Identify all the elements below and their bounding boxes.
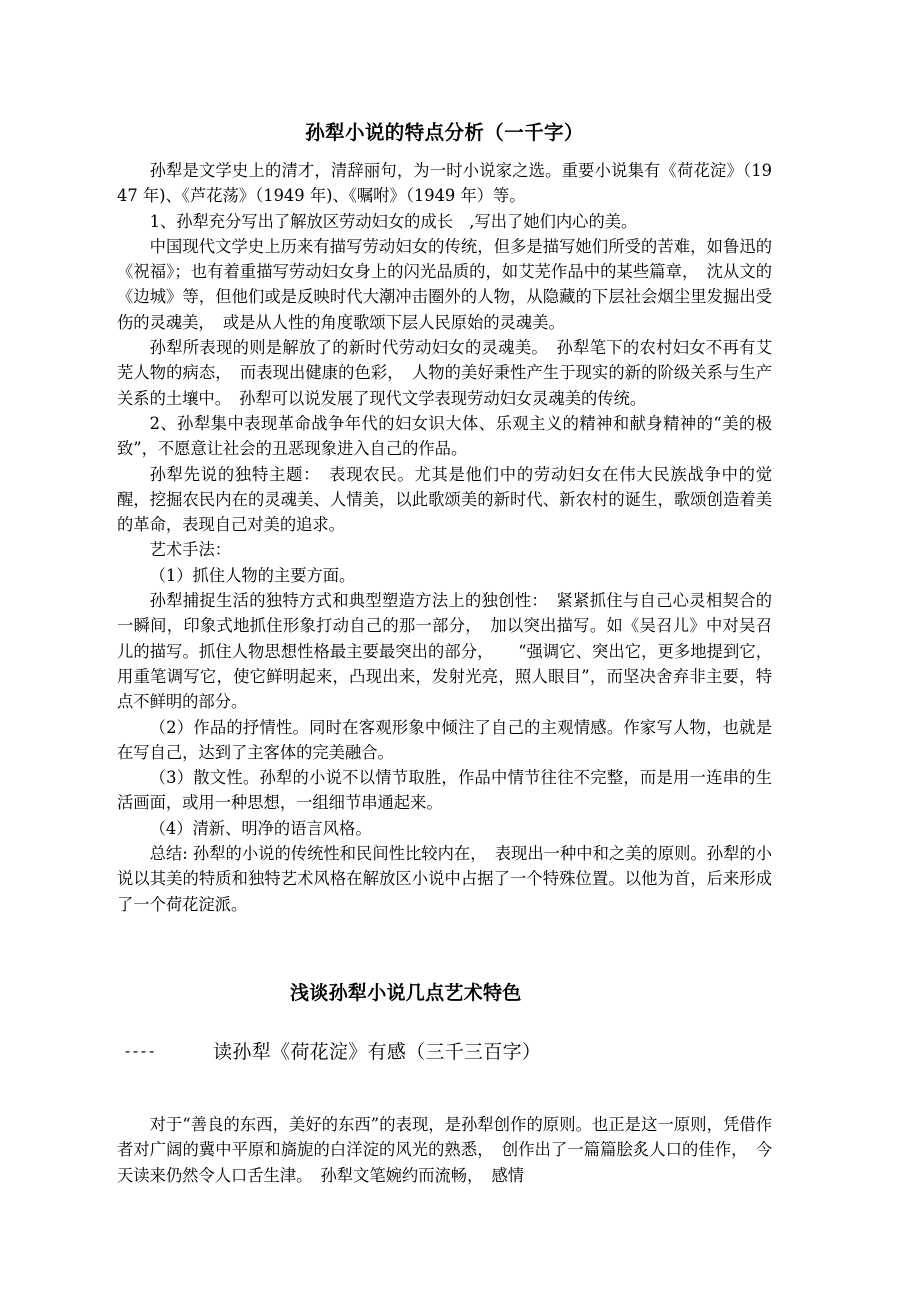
section-gap <box>117 917 772 979</box>
paragraph-art-methods-label: 艺术手法： <box>149 540 232 560</box>
paragraph-tradition: 中国现代文学史上历来有描写劳动妇女的传统，但多是描写她们所受的苦难，如鲁迅的《祝福》；也有着重描写劳动妇女身上的闪光品质的，如艾芜作品中的某些篇章， 沈从文的《边城》等，但他们或是反映时代大潮冲击圈外的人物，从隐藏的下层社会烟尘里发掘出受伤的灵魂美， 或是从人性的角度歌颂下层人民原始的灵魂美。 <box>117 236 772 332</box>
subtitle-text: 读孙犁《荷花淀》有感（三千三百字） <box>213 1040 542 1063</box>
heading-subtitle-gap <box>117 1007 772 1037</box>
paragraph-conclusion: 总结: 孙犁的小说的传统性和民间性比较内在， 表现出一种中和之美的原则。孙犁的小说以其美的特质和独特艺术风格在解放区小说中占据了一个特殊位置。以他为首，后来形成了一个荷花淀派。 <box>117 844 772 914</box>
paragraph-soul-beauty: 孙犁所表现的则是解放了的新时代劳动妇女的灵魂美。 孙犁笔下的农村妇女不再有艾芜人物的病态， 而表现出健康的色彩， 人物的美好秉性产生于现实的新的阶级关系与生产关系的土壤中。 孙犁可以说发展了现代文学表现劳动妇女灵魂美的传统。 <box>117 338 772 408</box>
section-two-subtitle <box>117 1037 772 1066</box>
paragraph-point-2: 2、孙犁集中表现革命战争年代的妇女识大体、乐观主义的精神和献身精神的“美的极致”，不愿意让社会的丑恶现象进入自己的作品。 <box>117 413 772 459</box>
section-two-heading: 浅谈孙犁小说几点艺术特色 <box>290 981 522 1004</box>
subtitle-body-gap <box>117 1066 772 1112</box>
paragraph-unique-theme: 孙犁先说的独特主题： 表现农民。尤其是他们中的劳动妇女在伟大民族战争中的觉醒，挖掘农民内在的灵魂美、人情美，以此歌颂美的新时代、新农村的诞生，歌颂创造着美的革命，表现自己对美的追求。 <box>117 464 772 535</box>
paragraph-point-1: 1、孙犁充分写出了解放区劳动妇女的成长 ,写出了她们内心的美。 <box>149 211 638 231</box>
paragraph-section-two-1: 对于“善良的东西，美好的东西”的表现，是孙犁创作的原则。也正是这一原则，凭借作者对广阔的冀中平原和旖旎的白洋淀的风光的熟悉， 创作出了一篇篇脍炙人口的佳作， 今天读来仍然令人口舌生津。 孙犁文笔婉约而流畅， 感情 <box>117 1114 772 1185</box>
subtitle-dash-marker: ---- <box>123 1041 156 1060</box>
title-spacer <box>117 146 772 158</box>
paragraph-method-3: （3）散文性。孙犁的小说不以情节取胜，作品中情节往往不完整，而是用一连串的生活画面，或用一种思想，一组细节串通起来。 <box>117 768 772 813</box>
paragraph-method-2: （2）作品的抒情性。同时在客观形象中倾注了自己的主观情感。作家写人物，也就是在写自己，达到了主客体的完美融合。 <box>117 717 772 762</box>
paragraph-method-1-body: 孙犁捕捉生活的独特方式和典型塑造方法上的独创性： 紧紧抓住与自己心灵相契合的一瞬间，印象式地抓住形象打动自己的那一部分， 加以突出描写。如《吴召儿》中对吴召儿的描写。抓住人物思想性格最主要最突出的部分， “强调它、突出它，更多地提到它，用重笔调写它，使它鲜明起来，凸现出来，发射光亮，照人眼目”，而坚决舍弃非主要，特点不鲜明的部分。 <box>117 591 772 712</box>
document-body <box>117 0 772 1188</box>
paragraph-intro-1: 孙犁是文学史上的清才，清辞丽句，为一时小说家之选。重要小说集有《荷花淀》（1947 年)、《芦花荡》（1949 年)、《嘱咐》（1949 年）等。 <box>117 161 772 206</box>
paragraph-method-4: （4）清新、明净的语言风格。 <box>149 818 372 838</box>
paragraph-method-1-label: （1）抓住人物的主要方面。 <box>149 565 356 585</box>
page-title: 孙犁小说的特点分析（一千字） <box>305 121 584 144</box>
